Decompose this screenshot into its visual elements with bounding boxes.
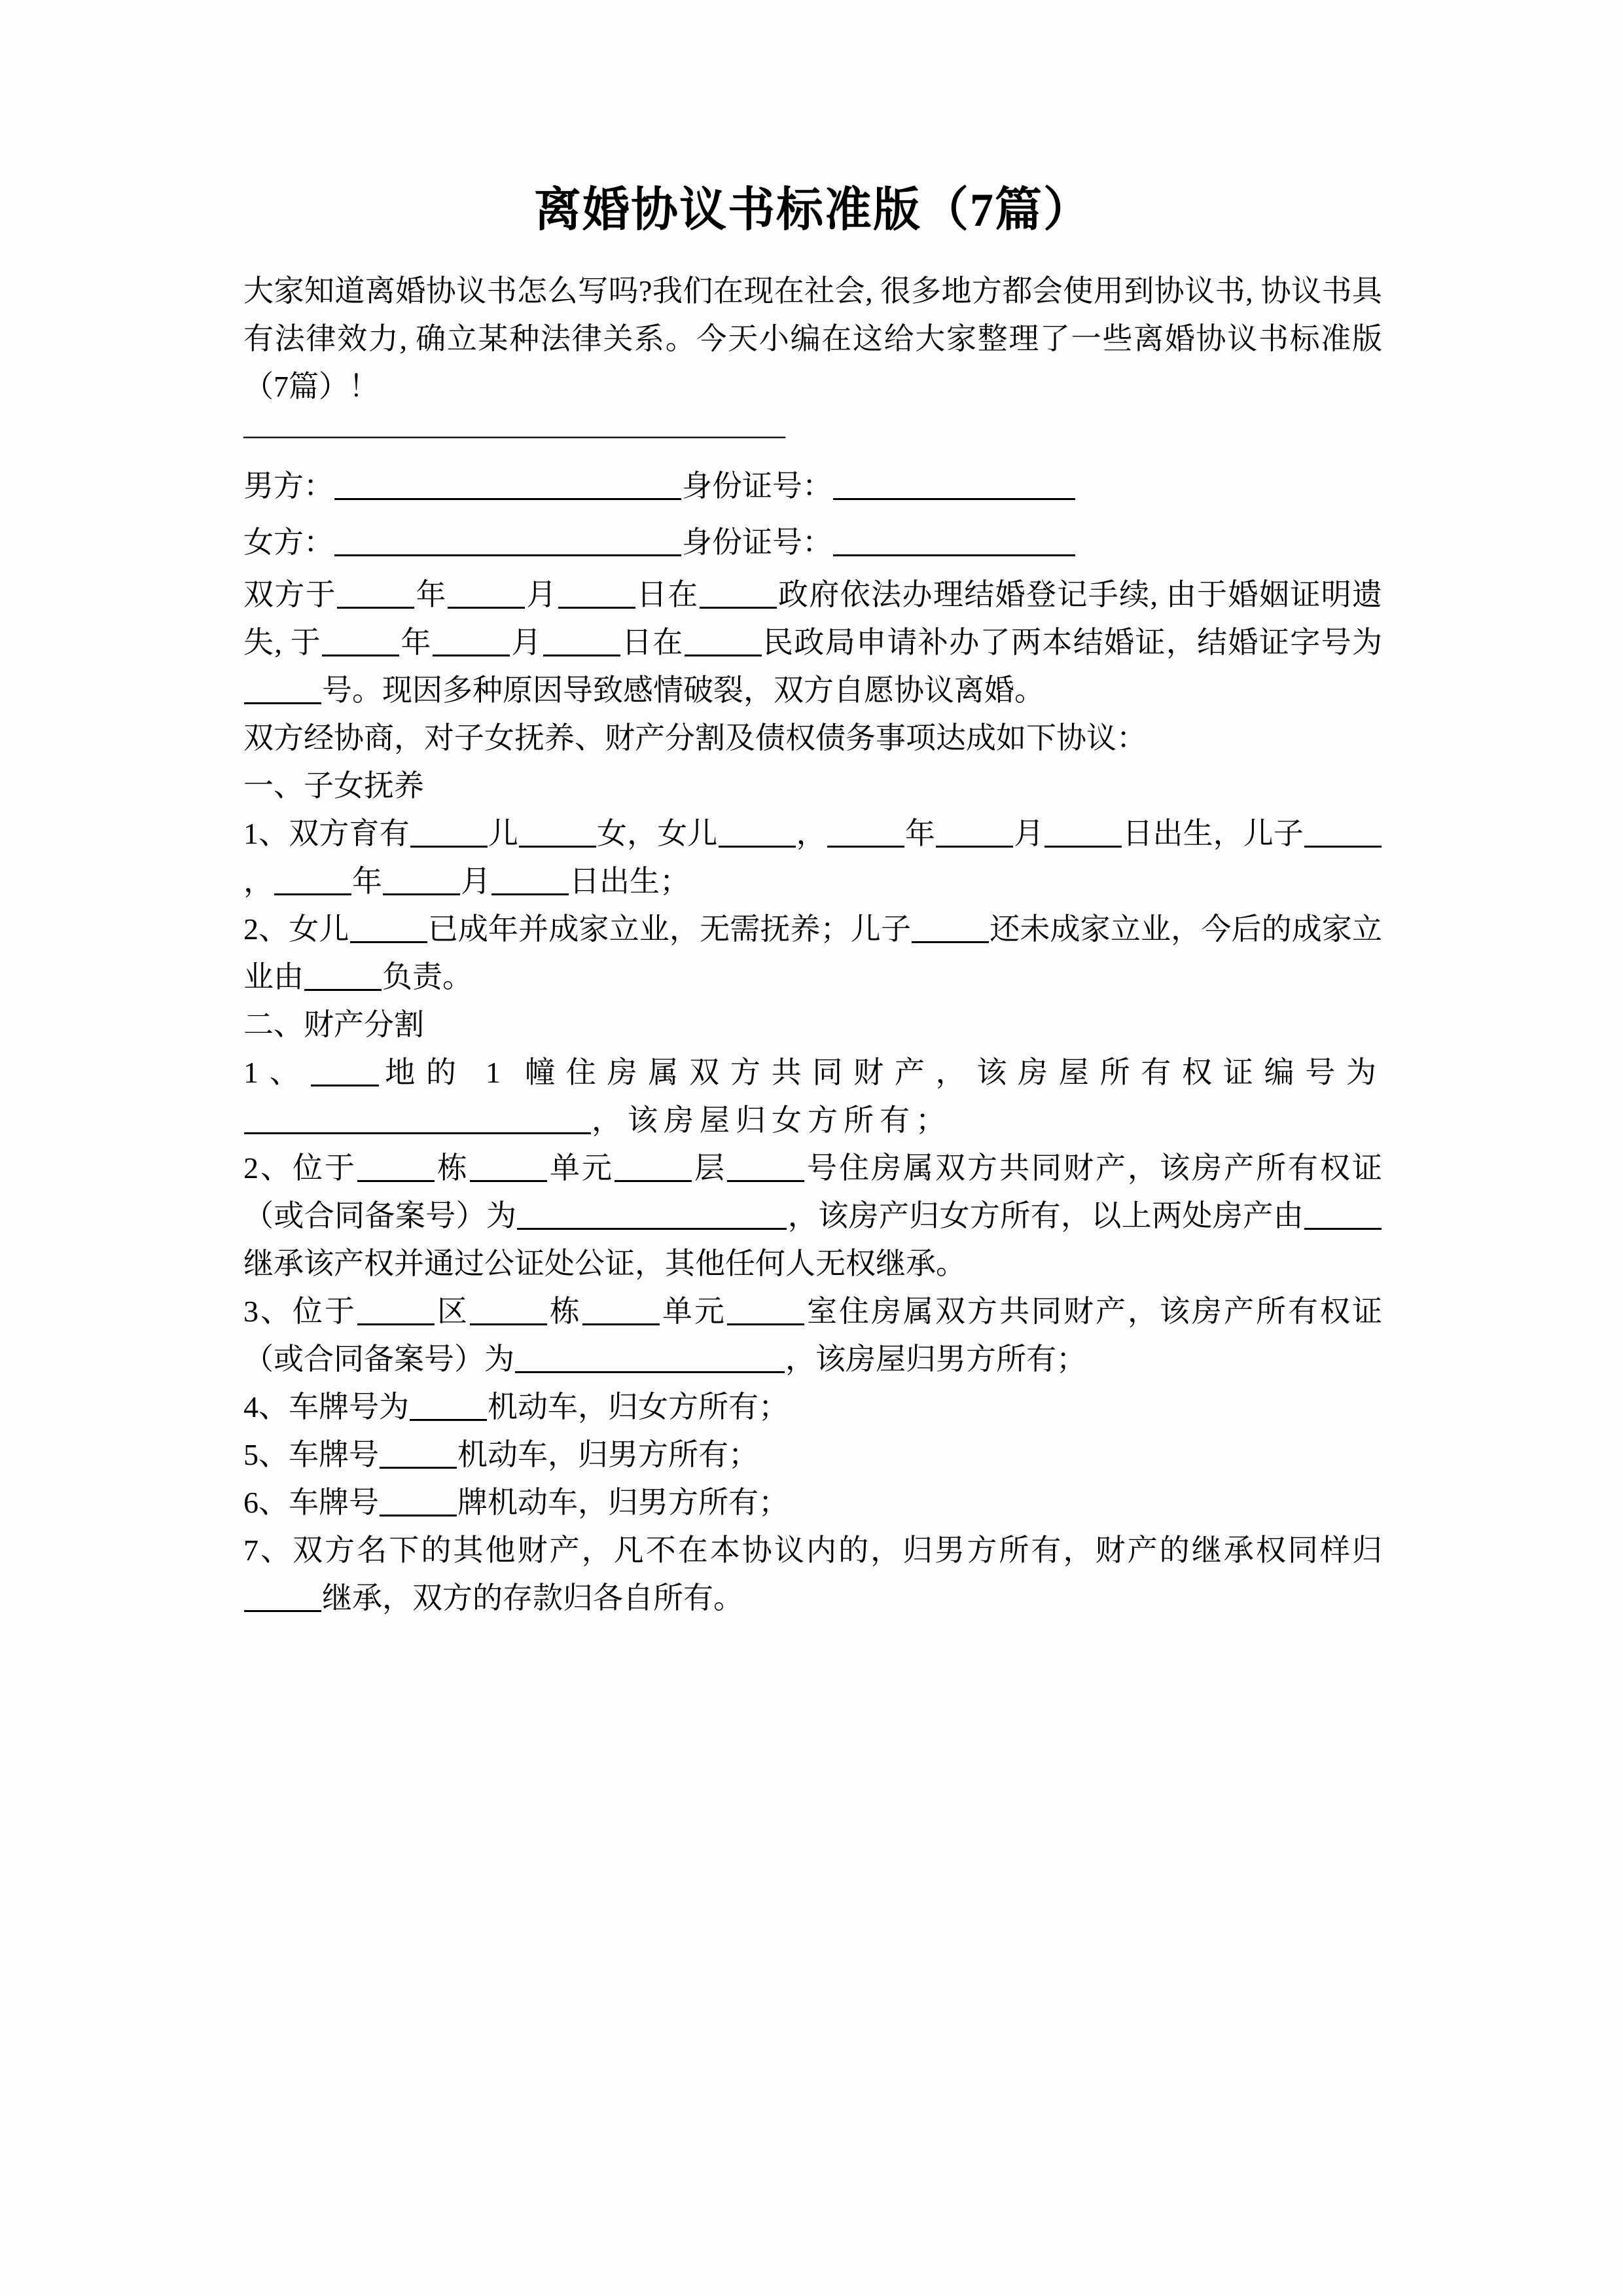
- daughter-birth-year-blank[interactable]: [827, 819, 904, 848]
- property-3-text-c: 栋: [548, 1295, 582, 1328]
- husband-label: 男方：: [243, 469, 334, 503]
- son-birth-day-blank[interactable]: [491, 867, 569, 895]
- marriage-month-blank[interactable]: [448, 581, 525, 609]
- property-5-text-a: 5、车牌号: [243, 1438, 379, 1471]
- property-2-unit-blank[interactable]: [470, 1154, 547, 1182]
- husband-id-label: 身份证号：: [682, 469, 832, 503]
- property-4-text-a: 4、车牌号为: [243, 1390, 409, 1424]
- property-2-text-f: ，该房产归女方所有，以上两处房产由: [787, 1199, 1304, 1232]
- custody-1-text-e: 年: [904, 817, 935, 850]
- page-title: 离婚协议书标准版（7篇）: [533, 184, 1092, 236]
- property-2-text-g: 继承该产权并通过公证处公证，其他任何人无权继承。: [243, 1247, 966, 1280]
- property-1-text-b: 地的 1 幢住房属双方共同财产，该房屋所有权证编号为: [380, 1056, 1383, 1089]
- preamble-text-3: 月: [525, 578, 558, 611]
- section-separator: ——————————————————: [243, 418, 785, 451]
- property-2-building-blank[interactable]: [357, 1154, 435, 1182]
- husband-party-row: [243, 458, 1382, 514]
- son-birth-year-blank[interactable]: [274, 867, 351, 895]
- property-2-text-b: 栋: [435, 1151, 469, 1185]
- custody-1-text-f: 月: [1013, 817, 1044, 850]
- marriage-day-blank[interactable]: [558, 581, 635, 609]
- reissue-day-blank[interactable]: [543, 628, 620, 656]
- marriage-year-blank[interactable]: [337, 581, 414, 609]
- wife-party-row: [243, 514, 1382, 571]
- property-2-heir-blank[interactable]: [1304, 1202, 1382, 1230]
- document-content: [243, 0, 1382, 1622]
- daughters-count-blank[interactable]: [519, 819, 596, 848]
- custody-1-text-b: 儿: [488, 817, 518, 850]
- custody-1-text-c: 女，女儿: [596, 817, 718, 850]
- property-item-7: [243, 1526, 1382, 1622]
- custody-item-2: [243, 905, 1382, 1001]
- reissue-month-blank[interactable]: [433, 628, 510, 656]
- property-5-text-b: 机动车，归男方所有；: [457, 1438, 758, 1471]
- property-1-text-c: ，该房屋归女方所有；: [592, 1103, 952, 1137]
- vehicle-2-plate-blank[interactable]: [380, 1441, 457, 1469]
- custody-1-text-g: 日出生，儿子: [1122, 817, 1304, 850]
- custody-1-text-i: 年: [352, 865, 382, 898]
- property-7-text-a: 7、双方名下的其他财产，凡不在本协议内的，归男方所有，财产的继承权同样归: [243, 1534, 1382, 1567]
- property-3-room-blank[interactable]: [727, 1297, 804, 1325]
- reissue-year-blank[interactable]: [322, 628, 399, 656]
- custody-2-text-b: 已成年并成家立业，无需抚养；儿子: [427, 912, 912, 946]
- property-item-1: [243, 1049, 1382, 1144]
- intro-paragraph: 大家知道离婚协议书怎么写吗?我们在现在社会, 很多地方都会使用到协议书, 协议书具有法律效力, 确立某种法律关系。今天小编在这给大家整理了一些离婚协议书标准版（7篇）！: [243, 274, 1382, 403]
- son-name-blank[interactable]: [1304, 819, 1382, 848]
- preamble-text-10: 号。现因多种原因导致感情破裂，双方自愿协议离婚。: [322, 673, 1044, 707]
- custody-1-text-j: 月: [461, 865, 491, 898]
- property-item-5: [243, 1431, 1382, 1479]
- vehicle-3-plate-blank[interactable]: [380, 1488, 457, 1516]
- property-2-text-d: 层: [692, 1151, 726, 1185]
- preamble-text-7: 月: [510, 626, 543, 659]
- custody-2-text-a: 2、女儿: [243, 912, 349, 946]
- wife-name-blank[interactable]: [334, 528, 681, 556]
- agreement-scope-paragraph: 双方经协商，对子女抚养、财产分割及债权债务事项达成如下协议：: [243, 721, 1147, 755]
- property-3-text-e: 室住房属双方共同财产，该房产所有权证（或合同备案号）为: [243, 1295, 1382, 1376]
- property-2-room-blank[interactable]: [727, 1154, 804, 1182]
- property-1-text-a: 1、: [243, 1056, 311, 1089]
- property-6-text-a: 6、车牌号: [243, 1486, 379, 1519]
- custody-2-text-d: 负责。: [382, 960, 473, 994]
- property-3-text-b: 区: [435, 1295, 469, 1328]
- property-3-text-d: 单元: [660, 1295, 726, 1328]
- daughter-birth-day-blank[interactable]: [1044, 819, 1122, 848]
- sons-count-blank[interactable]: [410, 819, 488, 848]
- property-4-text-b: 机动车，归女方所有；: [488, 1390, 789, 1424]
- property-2-floor-blank[interactable]: [615, 1154, 692, 1182]
- property-2-cert-number-blank[interactable]: [517, 1202, 787, 1230]
- custody-1-text-k: 日出生；: [569, 865, 690, 898]
- marriage-cert-number-blank[interactable]: [244, 676, 321, 704]
- property-3-district-blank[interactable]: [357, 1297, 435, 1325]
- marriage-gov-blank[interactable]: [700, 581, 777, 609]
- property-item-2: [243, 1144, 1382, 1287]
- property-3-cert-number-blank[interactable]: [515, 1345, 785, 1373]
- unmarried-son-blank[interactable]: [912, 915, 989, 943]
- property-2-text-e: 号住房属双方共同财产，该房产所有权证（或合同备案号）为: [243, 1151, 1382, 1232]
- property-2-text-a: 2、位于: [243, 1151, 357, 1185]
- custody-2-text-c: 还未成家立业，今后的成家立业由: [243, 912, 1383, 994]
- vehicle-1-plate-blank[interactable]: [410, 1393, 487, 1421]
- property-3-text-f: ，该房屋归男方所有；: [785, 1342, 1086, 1376]
- other-property-heir-blank[interactable]: [244, 1584, 321, 1612]
- wife-label: 女方：: [243, 526, 334, 559]
- property-2-text-c: 单元: [548, 1151, 614, 1185]
- preamble-text-4: 日在: [635, 578, 699, 611]
- adult-daughter-blank[interactable]: [350, 915, 427, 943]
- husband-name-blank[interactable]: [334, 472, 681, 500]
- husband-id-blank[interactable]: [833, 472, 1075, 500]
- wife-id-label: 身份证号：: [682, 526, 832, 559]
- preamble-text-9: 民政局申请补办了两本结婚证，结婚证字号为: [762, 626, 1383, 659]
- property-item-4: [243, 1383, 1382, 1431]
- preamble-text-2: 年: [415, 578, 447, 611]
- property-7-text-b: 继承，双方的存款归各自所有。: [322, 1581, 743, 1615]
- property-item-3: [243, 1287, 1382, 1383]
- custody-1-text-d: ，: [796, 817, 827, 850]
- custody-1-text-a: 1、双方育有: [243, 817, 410, 850]
- custody-1-text-h: ，: [243, 865, 274, 898]
- civil-affairs-bureau-blank[interactable]: [685, 628, 762, 656]
- preamble-text-8: 日在: [620, 626, 684, 659]
- property-3-building-blank[interactable]: [470, 1297, 547, 1325]
- property-3-text-a: 3、位于: [243, 1295, 357, 1328]
- wife-id-blank[interactable]: [833, 528, 1075, 556]
- preamble-text-5: 政府依法办理结婚登记手续, 由于婚姻证明遗失, 于: [243, 578, 1383, 659]
- section-heading-custody: 一、子女抚养: [243, 769, 424, 802]
- preamble-paragraph: [243, 571, 1382, 714]
- daughter-name-blank[interactable]: [719, 819, 796, 848]
- daughter-birth-month-blank[interactable]: [936, 819, 1013, 848]
- property-1-location-blank[interactable]: [311, 1058, 379, 1086]
- son-birth-month-blank[interactable]: [383, 867, 460, 895]
- preamble-text-1: 双方于: [243, 578, 337, 611]
- custody-item-1: [243, 810, 1382, 905]
- property-item-6: [243, 1479, 1382, 1526]
- section-heading-property: 二、财产分割: [243, 1008, 424, 1041]
- preamble-text-6: 年: [400, 626, 432, 659]
- property-1-cert-number-blank[interactable]: [244, 1106, 591, 1134]
- property-3-unit-blank[interactable]: [582, 1297, 660, 1325]
- property-6-text-b: 牌机动车，归男方所有；: [457, 1486, 789, 1519]
- son-support-responsible-blank[interactable]: [304, 963, 382, 991]
